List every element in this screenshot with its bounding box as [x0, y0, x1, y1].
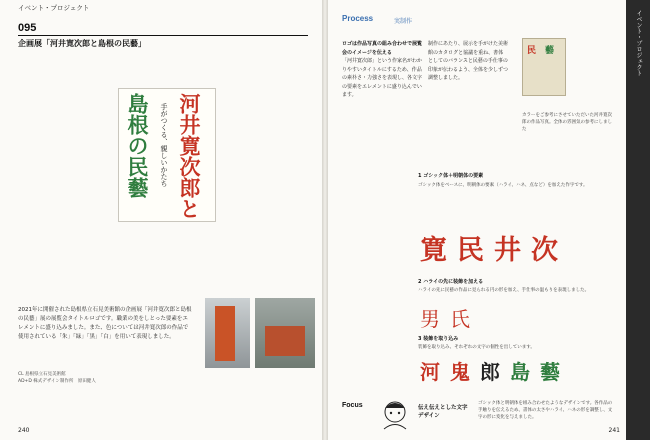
right-page [328, 0, 650, 440]
glyph-row-1 [420, 228, 610, 267]
process-subheading: 実制作 [394, 18, 413, 25]
venue-photo-banner [205, 298, 250, 368]
credit-caption: CL 島根県立石見美術館 AD+D 株式デザイン制作所 原田健人 [18, 372, 96, 384]
glyph: 男 [420, 307, 440, 331]
book-mark-green: 藝 [545, 46, 555, 56]
text-column-a [342, 40, 422, 100]
column-a-body: 「河井寛次郎」という作家名がわかりやすいタイトルにするため、作品の素朴さ・力強さを表現し、各文字の要素をエレメントに盛り込んでいます。 [342, 58, 423, 98]
focus-subheading: 伝え伝えとした文字デザイン [418, 405, 468, 419]
glyph: 藝 [540, 360, 560, 384]
title-rule [18, 35, 308, 36]
glyph: 民 [457, 235, 484, 266]
glyph-row-2 [420, 303, 610, 332]
page-number-left: 240 [18, 427, 30, 434]
focus-heading: Focus [342, 402, 363, 409]
project-title: 企画展「河井寛次郎と島根の民藝」 [18, 39, 146, 48]
designer-face-icon [380, 398, 410, 430]
glyph: 島 [510, 360, 530, 384]
category-label: イベント・プロジェクト [18, 4, 90, 12]
glyph: 次 [531, 235, 558, 266]
column-lead: ロゴは作品写真の組み合わせで展覧会のイメージを伝える [342, 41, 423, 56]
side-tab-label: イベント・プロジェクト [635, 10, 642, 76]
book-mark-red: 民 [527, 46, 537, 56]
glyph: 氏 [450, 307, 470, 331]
focus-text: ゴシック体と明朝体を組み合わせたようなデザインです。各作品の手触りを伝えるため、書体の太さやハライ、ハネの形を調整し、文字の形に変化を与えました。 [478, 401, 613, 420]
poster-line-2: 島根の民藝 [125, 93, 150, 198]
venue-photo-panel [255, 298, 315, 368]
step-1-text: ゴシック体をベースに、明朝体の要素（ハライ、ハネ、点など）を加えた作字です。 [418, 183, 588, 188]
step-3-title: 3 装飾を取り込み [418, 336, 459, 342]
glyph: 河 [420, 360, 440, 384]
banner-shape [215, 306, 235, 361]
glyph-row-3 [420, 356, 610, 385]
step-1-title: 1 ゴシック体＋明朝体の要素 [418, 173, 484, 179]
process-heading: Process [342, 14, 374, 23]
text-column-b: 制作にあたり、展示を手がけた美術館のカタログと協議を重ね、書体としてのバランスと民藝の手仕事の印象が伝わるよう、全体を少しずつ調整しました。 [428, 41, 509, 81]
step-2-title: 2 ハライの先に装飾を加える [418, 279, 484, 285]
project-number: 095 [18, 22, 37, 34]
body-text: 2021年に開催された島根県立石見美術館の企画展「河井寛次郎と島根の民藝」展の展覧会タイトルロゴです。職業の美をしとった要素をエレメントに盛り込みました。また、色については河井寛次郎の作品で使用されている「朱」「緑」「黒」「白」を用いて表現しました。 [18, 307, 192, 340]
exhibition-poster [118, 88, 216, 222]
step-2-text: ハライの先に民藝の作品に見られる円の形を加え、手仕事の温もりを表現しました。 [418, 288, 590, 293]
reference-book-image [522, 38, 566, 96]
glyph: 鬼 [450, 360, 470, 384]
step-3-text: 装飾を取り込み、それぞれの文字の個性を出しています。 [418, 345, 535, 350]
glyph: 井 [494, 235, 521, 266]
side-tab [626, 0, 650, 440]
left-page [0, 0, 322, 440]
poster-line-1: 河井寛次郎と [177, 93, 202, 219]
book-caption: カラーをご参考にさせていただいた河井寛次郎の作品写真。全体の雰囲気の参考にしました [522, 113, 612, 132]
poster-subtitle: 手がつくる、親しいかたち [160, 103, 168, 187]
glyph: 郎 [480, 360, 500, 384]
panel-shape [265, 326, 305, 356]
page-number-right: 241 [608, 427, 620, 434]
glyph: 寛 [420, 235, 447, 266]
